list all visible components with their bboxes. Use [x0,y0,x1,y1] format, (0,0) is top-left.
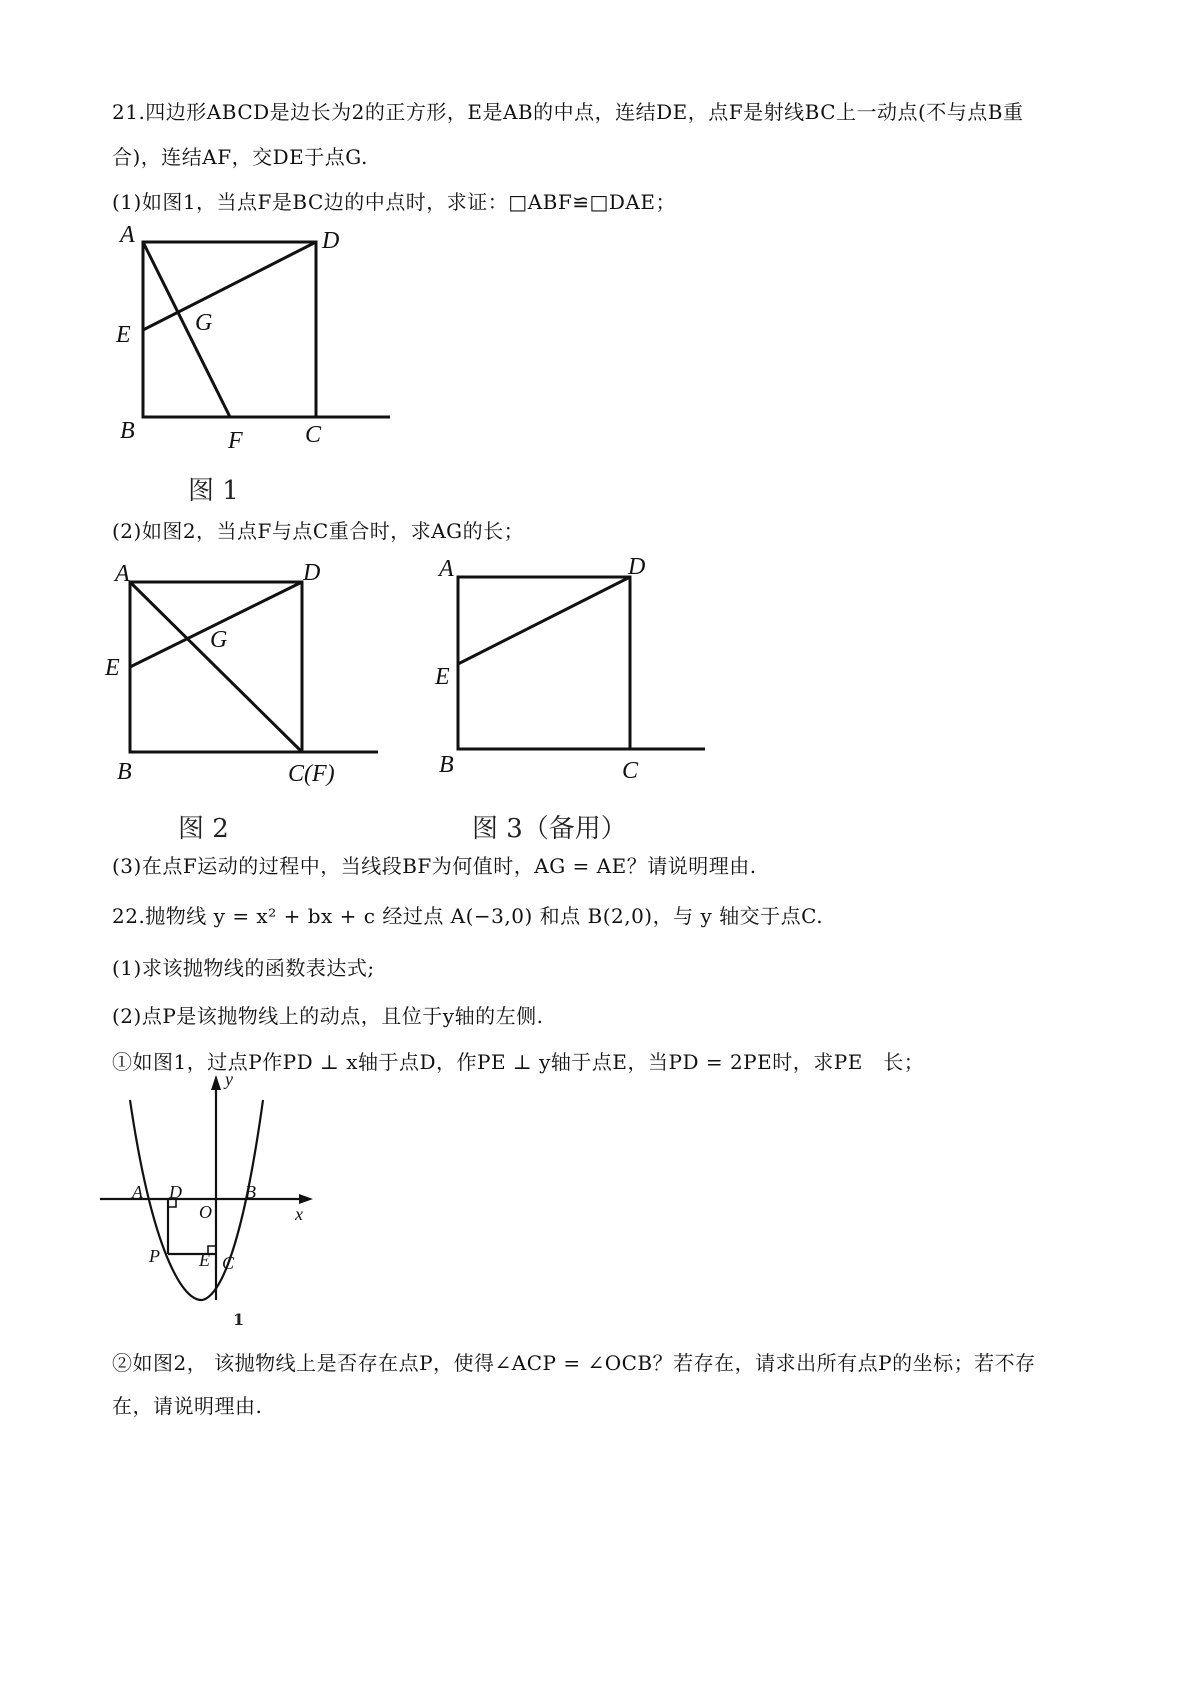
q22-sub2-line1: ②如图2， 该抛物线上是否存在点P，使得∠ACP = ∠OCB？若存在，请求出所有点P的坐标；若不存 [112,1351,1036,1375]
q21-part3: (3)在点F运动的过程中，当线段BF为何值时，AG = AE？请说明理由. [112,854,757,878]
label-O: O [199,1202,212,1222]
q21-part2: (2)如图2，当点F与点C重合时，求AG的长； [112,519,525,543]
label-F: F [228,428,243,454]
label-C: C [622,758,639,784]
figure-2-caption: 图 2 [178,814,229,844]
q22-parabola-figure [95,1070,335,1340]
label-E: E [435,664,450,690]
label-D: D [628,554,646,580]
label-A: A [120,222,135,248]
q21-line2: 合)，连结AF，交DE于点G. [112,145,368,169]
label-G: G [195,310,213,336]
label-E: E [199,1250,210,1270]
label-G: G [210,627,228,653]
q21-part1: (1)如图1，当点F是BC边的中点时，求证：□ABF≌□DAE； [112,190,676,214]
label-CF: C(F) [288,761,335,787]
q22-part2: (2)点P是该抛物线上的动点，且位于y轴的左侧. [112,1004,544,1028]
figure-1-caption: 图 1 [188,476,239,506]
label-A: A [115,561,130,587]
label-A: A [132,1182,143,1202]
q21-figure-1 [100,220,430,520]
q22-line1: 22.抛物线 y = x² + bx + c 经过点 A(−3,0) 和点 B(2,0)，与 y 轴交于点C. [112,904,824,928]
label-A: A [439,556,454,582]
q22-sub1: ①如图1，过点P作PD ⊥ x轴于点D，作PE ⊥ y轴于点E，当PD = 2PE时，求PE 长； [112,1050,925,1074]
label-D: D [169,1182,182,1202]
label-B: B [245,1182,256,1202]
label-C: C [222,1253,235,1273]
figure-3-caption: 图 3（备用） [472,814,627,844]
label-B: B [439,752,454,778]
label-D: D [322,228,340,254]
label-E: E [105,655,120,681]
label-x: x [295,1204,303,1224]
label-C: C [305,422,322,448]
label-D: D [303,560,321,586]
label-B: B [117,759,132,785]
q21-figure-2 [95,555,405,805]
label-B: B [120,418,135,444]
label-y: y [225,1070,233,1089]
q21-line1: 21.四边形ABCD是边长为2的正方形，E是AB的中点，连结DE，点F是射线BC上一动点(不与点B重 [112,100,1024,124]
q22-part1: (1)求该抛物线的函数表达式; [112,956,375,980]
q21-figure-3 [425,552,725,802]
label-E: E [116,322,131,348]
label-P: P [149,1246,160,1266]
q22-sub2-line2: 在，请说明理由. [112,1394,263,1418]
q22-figure-caption: 1 [233,1310,245,1329]
